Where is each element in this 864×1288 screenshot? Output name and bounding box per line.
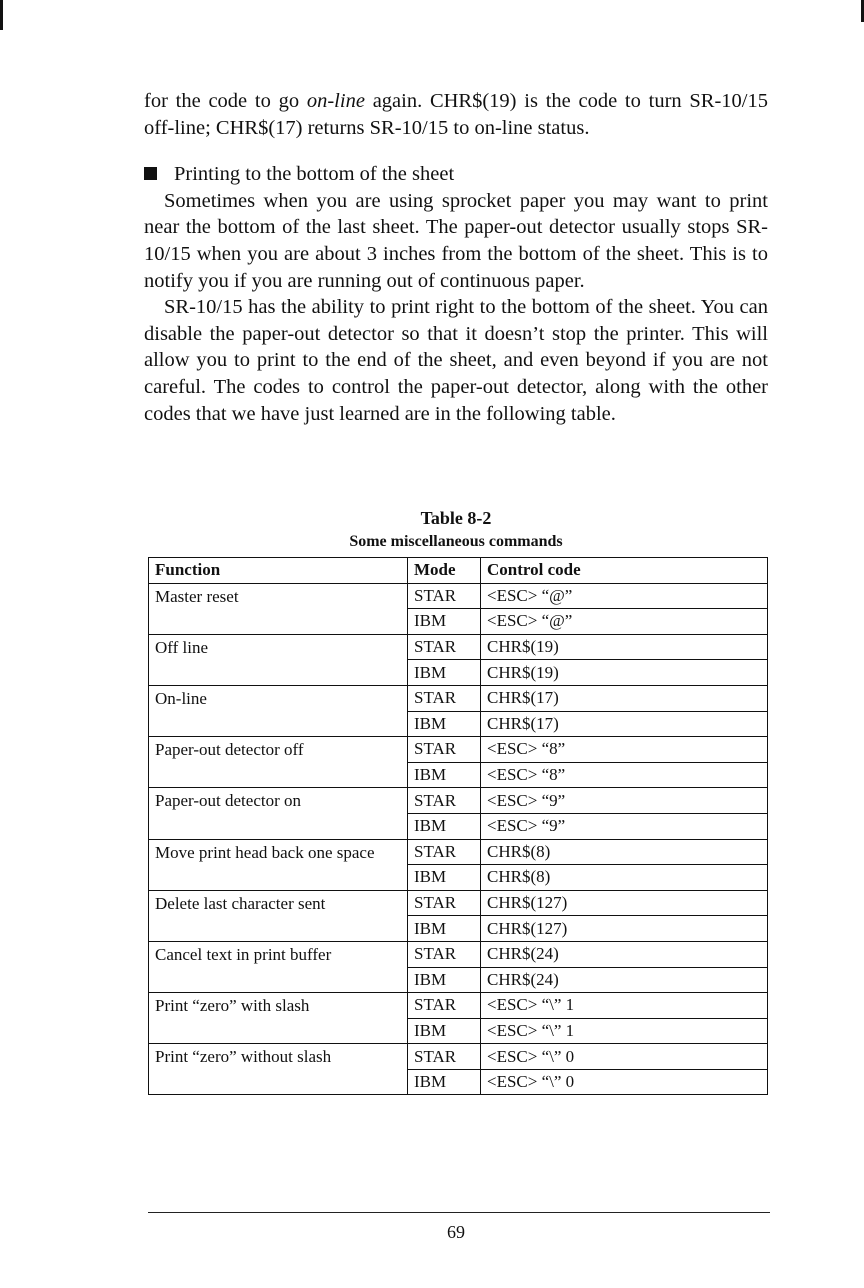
control-code-cell: <ESC> “\” 0 bbox=[481, 1044, 768, 1070]
mode-cell: STAR bbox=[408, 941, 481, 967]
control-code-cell: <ESC> “8” bbox=[481, 762, 768, 788]
paragraph-continuation: for the code to go on-line again. CHR$(19) is the code to turn SR-10/15 off-line; CHR$(17) returns SR-10/15 to on-line status. bbox=[144, 90, 768, 139]
mode-cell: IBM bbox=[408, 660, 481, 686]
table-row bbox=[149, 941, 768, 967]
mode-cell: IBM bbox=[408, 1018, 481, 1044]
mode-cell: IBM bbox=[408, 967, 481, 993]
commands-table bbox=[148, 557, 768, 1095]
mode-cell: STAR bbox=[408, 634, 481, 660]
table-row bbox=[149, 890, 768, 916]
control-code-cell: <ESC> “\” 1 bbox=[481, 993, 768, 1019]
table-caption: Table 8-2 bbox=[420, 508, 492, 528]
table-row bbox=[149, 788, 768, 814]
function-cell: Master reset bbox=[149, 583, 408, 634]
control-code-cell: <ESC> “\” 1 bbox=[481, 1018, 768, 1044]
table-row bbox=[149, 993, 768, 1019]
table-row bbox=[149, 839, 768, 865]
mode-cell: STAR bbox=[408, 737, 481, 763]
table-row bbox=[149, 685, 768, 711]
control-code-cell: CHR$(127) bbox=[481, 916, 768, 942]
control-code-cell: <ESC> “\” 0 bbox=[481, 1069, 768, 1095]
mode-cell: STAR bbox=[408, 839, 481, 865]
mode-cell: IBM bbox=[408, 916, 481, 942]
mode-cell: STAR bbox=[408, 788, 481, 814]
mode-cell: STAR bbox=[408, 1044, 481, 1070]
paragraph-sprocket-paper: Sometimes when you are using sprocket paper you may want to print near the bottom of the last sheet. The paper-out detector usually stops SR-10/15 when you are about 3 inches from the bottom of the sheet. This is to notify you if you are running out of continuous paper. bbox=[144, 189, 768, 292]
function-cell: Move print head back one space bbox=[149, 839, 408, 890]
scan-edge-mark bbox=[0, 0, 3, 30]
body-text bbox=[144, 88, 768, 427]
table-row bbox=[149, 737, 768, 763]
mode-cell: STAR bbox=[408, 583, 481, 609]
control-code-cell: <ESC> “9” bbox=[481, 788, 768, 814]
function-cell: Off line bbox=[149, 634, 408, 685]
paragraph-paper-out: SR-10/15 has the ability to print right to the bottom of the sheet. You can disable the paper-out detector so that it doesn’t stop the printer. This will allow you to print to the end of the sheet, and even beyond if you are not careful. The codes to control the paper-out detector, along with the other codes that we have just learned are in the following table. bbox=[144, 296, 768, 425]
control-code-cell: <ESC> “@” bbox=[481, 583, 768, 609]
section-heading: Printing to the bottom of the sheet bbox=[144, 161, 768, 188]
online-emphasis: on-line bbox=[306, 90, 365, 112]
table-header-row bbox=[149, 558, 768, 584]
mode-cell: IBM bbox=[408, 711, 481, 737]
mode-cell: STAR bbox=[408, 685, 481, 711]
header-control-code: Control code bbox=[481, 558, 768, 584]
mode-cell: STAR bbox=[408, 890, 481, 916]
control-code-cell: CHR$(8) bbox=[481, 865, 768, 891]
control-code-cell: <ESC> “8” bbox=[481, 737, 768, 763]
control-code-cell: CHR$(24) bbox=[481, 941, 768, 967]
function-cell: Print “zero” with slash bbox=[149, 993, 408, 1044]
control-code-cell: CHR$(127) bbox=[481, 890, 768, 916]
control-code-cell: CHR$(17) bbox=[481, 685, 768, 711]
function-cell: Paper-out detector off bbox=[149, 737, 408, 788]
footer-rule bbox=[148, 1212, 770, 1213]
bullet-square-icon bbox=[144, 167, 157, 180]
table-body bbox=[149, 583, 768, 1095]
table-row bbox=[149, 634, 768, 660]
function-cell: On-line bbox=[149, 685, 408, 736]
control-code-cell: CHR$(24) bbox=[481, 967, 768, 993]
function-cell: Cancel text in print buffer bbox=[149, 941, 408, 992]
mode-cell: IBM bbox=[408, 609, 481, 635]
page-number: 69 bbox=[447, 1222, 465, 1242]
function-cell: Paper-out detector on bbox=[149, 788, 408, 839]
header-function: Function bbox=[149, 558, 408, 584]
control-code-cell: CHR$(19) bbox=[481, 634, 768, 660]
table-row bbox=[149, 1044, 768, 1070]
header-mode: Mode bbox=[408, 558, 481, 584]
control-code-cell: <ESC> “9” bbox=[481, 813, 768, 839]
function-cell: Delete last character sent bbox=[149, 890, 408, 941]
mode-cell: IBM bbox=[408, 762, 481, 788]
mode-cell: IBM bbox=[408, 1069, 481, 1095]
table-row bbox=[149, 583, 768, 609]
table-subtitle: Some miscellaneous commands bbox=[349, 533, 563, 550]
control-code-cell: CHR$(17) bbox=[481, 711, 768, 737]
mode-cell: IBM bbox=[408, 813, 481, 839]
control-code-cell: <ESC> “@” bbox=[481, 609, 768, 635]
mode-cell: IBM bbox=[408, 865, 481, 891]
function-cell: Print “zero” without slash bbox=[149, 1044, 408, 1095]
mode-cell: STAR bbox=[408, 993, 481, 1019]
control-code-cell: CHR$(19) bbox=[481, 660, 768, 686]
control-code-cell: CHR$(8) bbox=[481, 839, 768, 865]
